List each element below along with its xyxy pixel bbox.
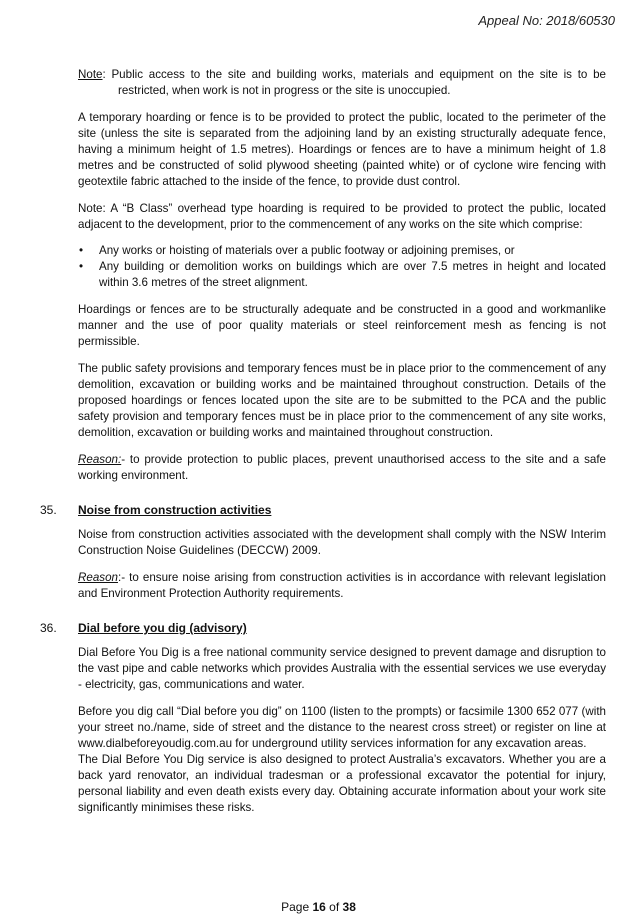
appeal-number: Appeal No: 2018/60530	[478, 13, 615, 28]
section-title: Noise from construction activities	[78, 503, 272, 517]
section-35-heading	[40, 502, 606, 518]
page-total: 38	[342, 900, 356, 914]
reason-text: - to provide protection to public places, prevent unauthorised access to the site and a safe working environment.	[78, 453, 606, 482]
section-number: 36.	[40, 621, 57, 635]
dbyd-intro-paragraph: Dial Before You Dig is a free national community service designed to prevent damage and disruption to the vast pipe and cable networks which provides Australia with the essential services we use everyday - electricity, gas, communications and water.	[78, 646, 606, 691]
note-paragraph	[78, 67, 606, 99]
section-36-heading	[40, 620, 606, 636]
section-number: 35.	[40, 503, 57, 517]
hoarding-paragraph: A temporary hoarding or fence is to be provided to protect the public, located to the perimeter of the site (unless the site is separated from the adjoining land by an existing structurally adequate fence, having a minimum height of 1.5 metres). Hoardings or fences are to have a minimum height of 1.8 metres and be constructed of solid plywood sheeting (painted white) or of cyclone wire fencing with geotextile fabric attached to the inside of the fence, to provide dust control.	[78, 111, 606, 188]
dbyd-excavators-paragraph: The Dial Before You Dig service is also designed to protect Australia’s excavators. Whether you are a back yard renovator, an individual tradesman or a professional excavator the potential for injury, personal liability and even death exists every day. Obtaining accurate information about your work site significantly minimises these risks.	[78, 753, 606, 814]
structural-paragraph: Hoardings or fences are to be structurally adequate and be constructed in a good and workmanlike manner and the use of poor quality materials or steel reinforcement mesh as fencing is not permissible.	[78, 303, 606, 348]
reason-paragraph	[78, 452, 606, 484]
page-footer	[0, 900, 637, 914]
public-safety-paragraph: The public safety provisions and temporary fences must be in place prior to the commencement of any demolition, excavation or building works and be maintained throughout construction. Details of the proposed hoardings or fences located upon the site are to be submitted to the PCA and the public safety provision and temporary fences must be in place prior to the commencement of any site works, demolition, excavation or building works and maintained throughout construction.	[78, 362, 606, 439]
bullet-item: • Any works or hoisting of materials over a public footway or adjoining premises, or	[78, 243, 606, 259]
reason-text: :- to ensure noise arising from construction activities is in accordance with relevant legislation and Environment Protection Authority requirements.	[78, 571, 606, 600]
page-current: 16	[312, 900, 326, 914]
section-title: Dial before you dig (advisory)	[78, 621, 247, 635]
note-label: Note	[78, 68, 103, 81]
b-class-note-paragraph: Note: A “B Class” overhead type hoarding is required to be provided to protect the public, located adjacent to the development, prior to the commencement of any works on the site which comprise:	[78, 202, 606, 231]
reason-label: Reason:	[78, 453, 122, 466]
bullet-list	[78, 243, 606, 291]
page-of: of	[325, 900, 343, 914]
bullet-item: • Any building or demolition works on buildings which are over 7.5 metres in height and located within 3.6 metres of the street alignment.	[78, 259, 606, 291]
noise-paragraph: Noise from construction activities associated with the development shall comply with the NSW Interim Construction Noise Guidelines (DECCW) 2009.	[78, 528, 606, 557]
noise-reason-paragraph	[78, 570, 606, 602]
page-prefix: Page	[281, 900, 313, 914]
reason-label: Reason	[78, 571, 118, 584]
document-body	[40, 67, 606, 827]
dbyd-contact-paragraph: Before you dig call “Dial before you dig” on 1100 (listen to the prompts) or facsimile 1300 652 077 (with your street no./name, side of street and the distance to the nearest cross street) or register on line at www.dialbeforeyoudig.com.au for underground utility services information for any excavation areas.	[78, 705, 606, 750]
note-text: : Public access to the site and building works, materials and equipment on the site is to be restricted, when work is not in progress or the site is unoccupied.	[102, 68, 606, 97]
